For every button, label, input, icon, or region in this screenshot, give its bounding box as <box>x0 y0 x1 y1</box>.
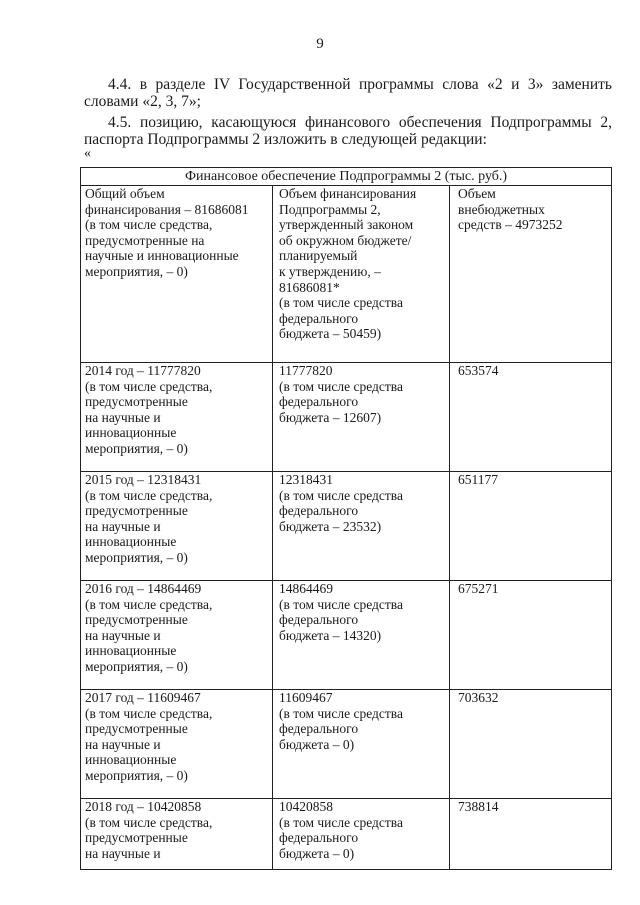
row-district-amount: 14864469 (в том числе средства федерального бюджета – 14320) <box>279 581 403 643</box>
table-row <box>81 690 612 799</box>
page-number: 9 <box>316 36 324 52</box>
row-extra-amount: 675271 <box>458 581 499 596</box>
row-extra-amount: 653574 <box>458 363 499 378</box>
financing-table <box>80 167 612 870</box>
row-year-total: 2016 год – 14864469 (в том числе средства, предусмотренные на научные и инновационные мероприятия, – 0) <box>85 581 213 674</box>
table-row <box>81 363 612 472</box>
table-row <box>81 472 612 581</box>
header-extra-budget: Объем внебюджетных средств – 4973252 <box>458 186 563 233</box>
table-caption: Финансовое обеспечение Подпрограммы 2 (тыс. руб.) <box>81 168 612 186</box>
row-extra-amount: 738814 <box>458 799 499 814</box>
table-row <box>81 799 612 870</box>
row-district-amount: 11777820 (в том числе средства федерального бюджета – 12607) <box>279 363 403 425</box>
row-extra-amount: 703632 <box>458 690 499 705</box>
row-extra-amount: 651177 <box>458 472 498 487</box>
opening-quote: « <box>84 146 91 161</box>
paragraph-4-4-text: 4.4. в разделе IV Государственной программы слова «2 и 3» заменить словами «2, 3, 7»; <box>84 76 612 110</box>
table-caption-row <box>81 168 612 186</box>
header-district-budget: Объем финансирования Подпрограммы 2, утвержденный законом об окружном бюджете/ планируемый к утверждению, – 81686081* (в том числе средства федерального бюджета – 50459) <box>279 186 417 342</box>
row-year-total: 2017 год – 11609467 (в том числе средства, предусмотренные на научные и инновационные мероприятия, – 0) <box>85 690 213 783</box>
paragraph-4-5 <box>84 114 612 148</box>
row-year-total: 2018 год – 10420858 (в том числе средства, предусмотренные на научные и <box>85 799 213 861</box>
paragraph-4-5-text: 4.5. позицию, касающуюся финансового обеспечения Подпрограммы 2, паспорта Подпрограммы 2 изложить в следующей редакции: <box>84 114 612 148</box>
table-header-row <box>81 186 612 363</box>
row-year-total: 2015 год – 12318431 (в том числе средства, предусмотренные на научные и инновационные мероприятия, – 0) <box>85 472 213 565</box>
row-district-amount: 10420858 (в том числе средства федерального бюджета – 0) <box>279 799 403 861</box>
paragraph-4-4 <box>84 76 612 110</box>
header-total-financing: Общий объем финансирования – 81686081 (в том числе средства, предусмотренные на научные и инновационные мероприятия, – 0) <box>85 186 249 279</box>
row-district-amount: 11609467 (в том числе средства федерального бюджета – 0) <box>279 690 403 752</box>
table-row <box>81 581 612 690</box>
row-year-total: 2014 год – 11777820 (в том числе средства, предусмотренные на научные и инновационные мероприятия, – 0) <box>85 363 213 456</box>
row-district-amount: 12318431 (в том числе средства федерального бюджета – 23532) <box>279 472 403 534</box>
